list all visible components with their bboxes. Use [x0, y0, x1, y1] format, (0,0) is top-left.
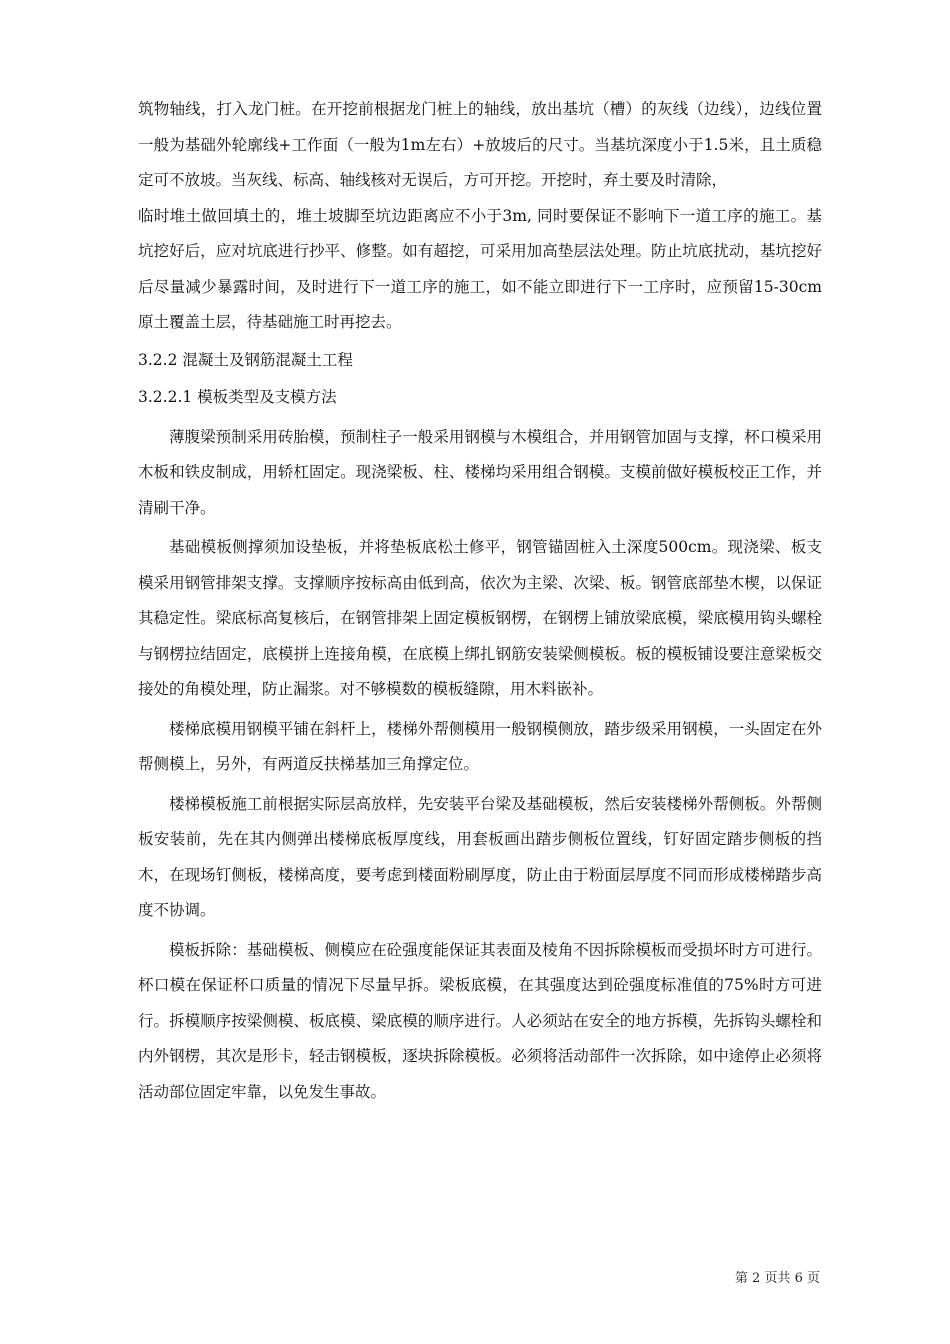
paragraph-excavation-2: 临时堆土做回填土的，堆土坡脚至坑边距离应不小于3m, 同时要保证不影响下一道工序的施工。基坑挖好后，应对坑底进行抄平、修整。如有超挖，可采用加高垫层法处理。防止坑底扰动，基坑挖好后尽量减少暴露时间，及时进行下一道工序的施工，如不能立即进行下一工序时，应预留15-30cm原土覆盖土层，待基础施工时再挖去。	[138, 206, 822, 331]
page-number-footer: 第 2 页共 6 页	[734, 1271, 820, 1286]
paragraph-foundation-formwork: 基础模板侧撑须加设垫板，并将垫板底松土修平，钢管锚固桩入土深度500cm。现浇梁、板支模采用钢管排架支撑。支撑顺序按标高由低到高，依次为主梁、次梁、板。钢管底部垫木楔，以保证其稳定性。梁底标高复核后，在钢管排架上固定模板钢楞，在钢楞上铺放梁底模，梁底模用钩头螺栓与钢楞拉结固定，底模拼上连接角模，在底模上绑扎钢筋安装梁侧模板。板的模板铺设要注意梁板交接处的角模处理，防止漏浆。对不够模数的模板缝隙，用木料嵌补。	[138, 538, 822, 698]
paragraph-formwork-types: 薄腹梁预制采用砖胎模，预制柱子一般采用钢模与木模组合，并用钢管加固与支撑，杯口模采用木板和铁皮制成，用轿杠固定。现浇梁板、柱、楼梯均采用组合钢模。支模前做好模板校正工作，并清刷干净。	[138, 427, 822, 517]
subsection-heading-formwork: 3.2.2.1 模板类型及支模方法	[138, 388, 337, 406]
paragraph-excavation-1: 筑物轴线，打入龙门桩。在开挖前根据龙门桩上的轴线，放出基坑（槽）的灰线（边线），边线位置一般为基础外轮廓线+工作面（一般为1m左右）+放坡后的尺寸。当基坑深度小于1.5米，且土质稳定可不放坡。当灰线、标高、轴线核对无误后，方可开挖。开挖时，弃土要及时清除，	[138, 100, 822, 189]
document-body	[138, 92, 822, 1110]
section-heading-concrete: 3.2.2 混凝土及钢筋混凝土工程	[138, 350, 353, 369]
paragraph-stair-bottom-formwork: 楼梯底模用钢模平铺在斜杆上，楼梯外帮侧模用一般钢模侧放，踏步级采用钢模，一头固定在外帮侧模上，另外，有两道反扶梯基加三角撑定位。	[138, 719, 822, 773]
paragraph-formwork-removal: 模板拆除：基础模板、侧模应在砼强度能保证其表面及棱角不因拆除模板而受损坏时方可进行。杯口模在保证杯口质量的情况下尽量早拆。梁板底模，在其强度达到砼强度标准值的75%时方可进行。拆模顺序按梁侧模、板底模、梁底模的顺序进行。人必须站在安全的地方拆模，先拆钩头螺栓和内外钢楞，其次是形卡，轻击钢模板，逐块拆除模板。必须将活动部件一次拆除，如中途停止必须将活动部位固定牢靠，以免发生事故。	[138, 940, 822, 1101]
paragraph-stair-formwork-construction: 楼梯模板施工前根据实际层高放样，先安装平台梁及基础模板，然后安装楼梯外帮侧板。外帮侧板安装前，先在其内侧弹出楼梯底板厚度线，用套板画出踏步侧板位置线，钉好固定踏步侧板的挡木，在现场钉侧板，楼梯高度，要考虑到楼面粉刷厚度，防止由于粉面层厚度不同而形成楼梯踏步高度不协调。	[138, 794, 822, 919]
